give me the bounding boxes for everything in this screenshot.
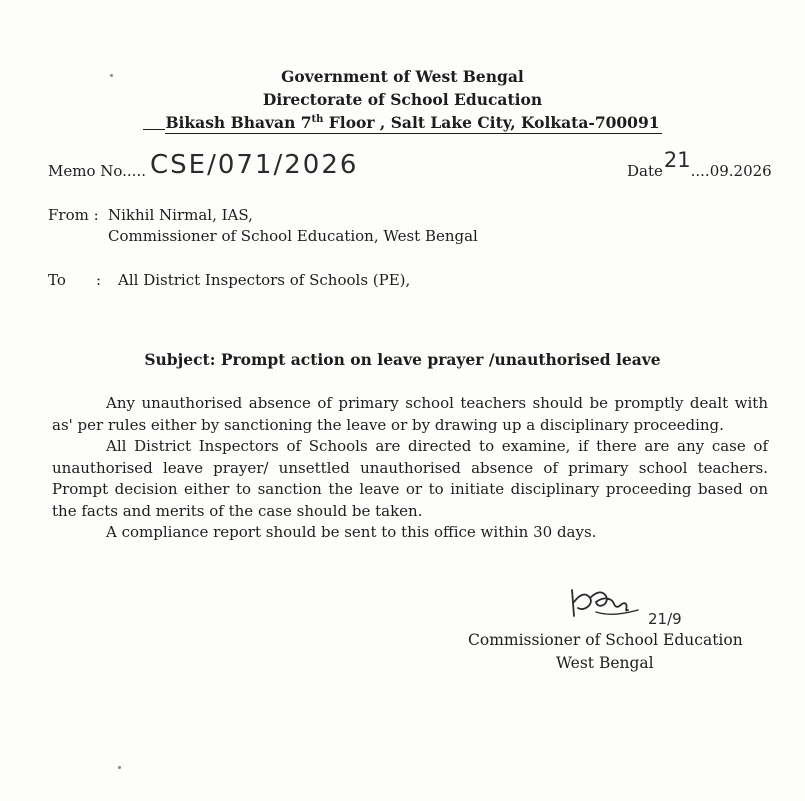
header-address-block [0,113,805,132]
from-name: Nikhil Nirmal, IAS, [108,206,253,224]
date-rest: .09.2026 [704,162,772,180]
paper-speck [118,766,121,769]
date-dots: ... [690,162,705,180]
handwritten-signature-date: 21/9 [648,610,682,628]
header-address: Bikash Bhavan 7th Floor , Salt Lake City, Kolkata-700091 [165,113,660,132]
body-paragraph-1: Any unauthorised absence of primary school teachers should be promptly dealt with as' per rules either by sanctioning the leave or by drawing up a disciplinary proceeding. [52,394,768,434]
handwritten-date-day: 21 [663,148,691,172]
underline-lead [143,128,165,130]
handwritten-signature [566,582,682,636]
header-government: Government of West Bengal [281,67,524,86]
memo-label: Memo No..... [48,162,146,180]
from-label: From : [48,206,99,224]
from-designation: Commissioner of School Education, West Bengal [108,227,478,245]
date-label: Date [627,162,663,180]
handwritten-memo-number: CSE/071/2026 [150,150,359,180]
body-paragraph-2: All District Inspectors of Schools are directed to examine, if there are any case of unauthorised leave prayer/ unsettled unauthorised absence of primary school teachers. Prompt decision either to sanction the leave or to initiate disciplinary proceeding based on the facts and merits of the case should be taken. [52,437,768,520]
signatory-place: West Bengal [556,654,654,672]
to-label: To [48,271,66,289]
body-paragraph-3: A compliance report should be sent to this office within 30 days. [106,523,597,541]
to-recipient: All District Inspectors of Schools (PE), [118,271,411,289]
signatory-title: Commissioner of School Education [468,631,743,649]
date-line [627,148,772,181]
subject-line: Subject: Prompt action on leave prayer /unauthorised leave [144,350,661,369]
paper-speck [110,74,113,77]
to-colon: : [96,271,102,289]
header-directorate: Directorate of School Education [262,90,543,109]
memo-body [52,393,768,544]
